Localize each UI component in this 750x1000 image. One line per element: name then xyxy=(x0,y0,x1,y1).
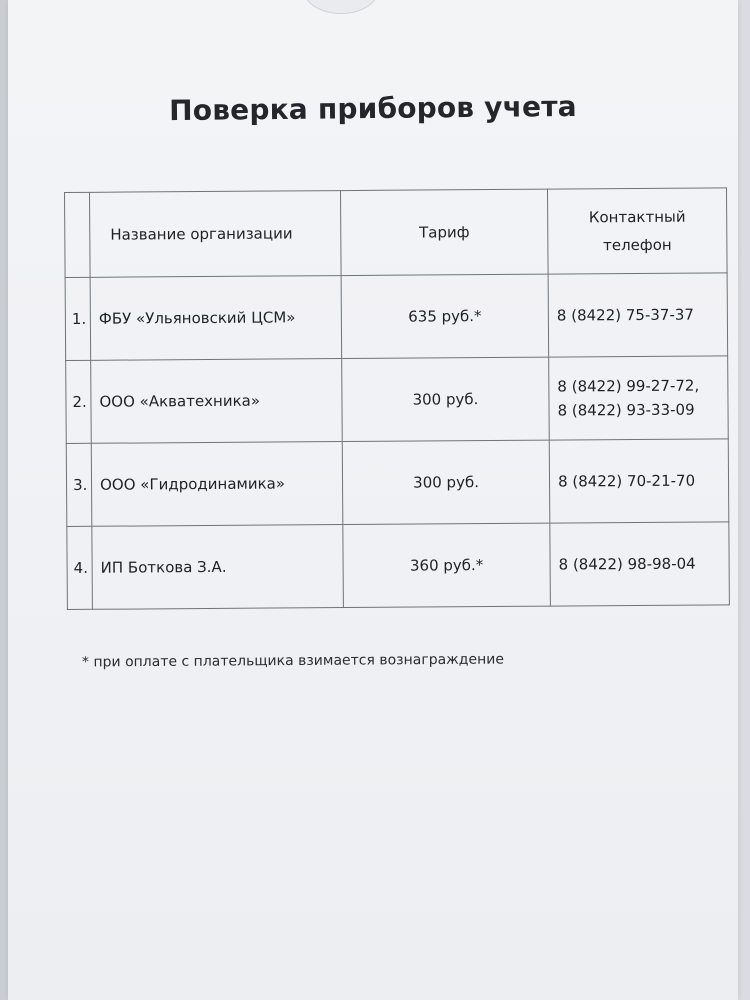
row-phone xyxy=(549,439,729,523)
phone-number: 8 (8422) 70-21-70 xyxy=(557,471,696,491)
row-organization: ИП Боткова З.А. xyxy=(92,525,344,610)
header-number xyxy=(65,192,91,277)
row-organization: ООО «Гидродинамика» xyxy=(91,442,343,527)
row-tariff: 300 руб. xyxy=(342,440,550,524)
phone-number: 8 (8422) 75-37-37 xyxy=(556,305,694,325)
providers-table-wrap xyxy=(64,187,729,610)
row-number: 2. xyxy=(66,360,92,443)
row-number: 4. xyxy=(67,526,93,609)
table-row xyxy=(66,356,729,444)
row-organization: ФБУ «Ульяновский ЦСМ» xyxy=(90,276,342,361)
paper-sheet xyxy=(8,0,738,1000)
table-row xyxy=(67,522,730,610)
providers-table xyxy=(64,187,730,610)
table-row xyxy=(66,439,729,527)
row-phone xyxy=(550,522,730,606)
row-tariff: 300 руб. xyxy=(342,357,550,441)
footnote: * при оплате с плательщика взимается вознаграждение xyxy=(81,651,504,671)
table-row xyxy=(65,273,728,361)
phone-number: 8 (8422) 99-27-72, xyxy=(557,376,700,396)
page-title: Поверка приборов учета xyxy=(169,89,577,128)
phone-number: 8 (8422) 93-33-09 xyxy=(557,400,695,420)
row-tariff: 360 руб.* xyxy=(343,523,551,607)
phone-number: 8 (8422) 98-98-04 xyxy=(558,554,696,574)
row-phone xyxy=(549,356,729,440)
row-organization: ООО «Акватехника» xyxy=(91,359,343,444)
header-phone: Контактный телефон xyxy=(547,188,727,274)
row-tariff: 635 руб.* xyxy=(341,274,549,358)
header-organization: Название организации xyxy=(90,191,342,278)
row-number: 1. xyxy=(65,277,91,360)
row-number: 3. xyxy=(66,443,92,526)
row-phone xyxy=(548,273,728,357)
punch-hole xyxy=(304,0,378,14)
table-header-row xyxy=(65,188,728,278)
header-tariff: Тариф xyxy=(340,189,548,275)
